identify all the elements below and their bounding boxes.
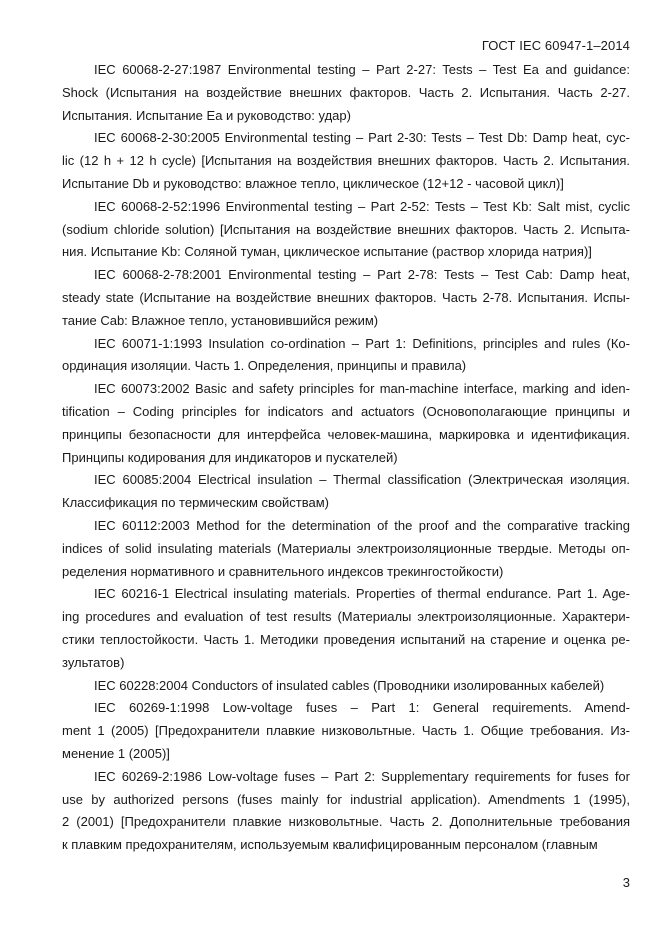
text-line: стики теплостойкости. Часть 1. Методики проведения испытаний на старение и оценка ре- xyxy=(62,631,630,647)
reference-entry xyxy=(62,196,630,264)
text-line: IEC 60228:2004 Conductors of insulated cables (Проводники изолированных кабелей) xyxy=(94,677,605,693)
text-line: Shock (Испытания на воздействие внешних факторов. Часть 2. Испытания. Часть 2-27. xyxy=(62,84,630,100)
text-line: IEC 60068-2-27:1987 Environmental testing – Part 2-27: Tests – Test Ea and guidance: xyxy=(94,62,630,77)
text-line: ния. Испытание Kb: Соляной туман, циклическое испытание (раствор хлорида натрия)] xyxy=(62,244,592,260)
reference-entry xyxy=(62,583,630,674)
text-line: IEC 60073:2002 Basic and safety principles for man-machine interface, marking and iden- xyxy=(94,381,630,397)
text-line: IEC 60269-1:1998 Low-voltage fuses – Part 1: General requirements. Amend- xyxy=(94,700,630,716)
reference-entry xyxy=(62,59,630,127)
text-line: (sodium chloride solution) [Испытания на воздействие внешних факторов. Часть 2. Испыта- xyxy=(62,221,630,237)
text-line: steady state (Испытание на воздействие внешних факторов. Часть 2-78. Испытания. Испы- xyxy=(62,289,630,305)
text-line: ределения нормативного и сравнительного индексов трекингостойкости) xyxy=(62,563,504,579)
document-code-header: ГОСТ IEC 60947-1–2014 xyxy=(481,38,630,53)
text-line: use by authorized persons (fuses mainly for industrial application). Amendments 1 (1995), xyxy=(62,791,630,807)
text-line: Классификация по термическим свойствам) xyxy=(62,495,329,511)
text-line: 2 (2001) [Предохранители плавкие низковольтные. Часть 2. Дополнительные требования xyxy=(62,814,630,830)
text-line: Испытание Db и руководство: влажное тепло, циклическое (12+12 - часовой цикл)] xyxy=(62,175,564,191)
text-line: зультатов) xyxy=(62,654,125,670)
text-line: IEC 60112:2003 Method for the determination of the proof and the comparative tracking xyxy=(94,517,630,533)
text-line: Принципы кодирования для индикаторов и пускателей) xyxy=(62,449,398,465)
reference-entry xyxy=(62,378,630,469)
page-number: 3 xyxy=(622,875,630,890)
text-line: IEC 60071-1:1993 Insulation co-ordination – Part 1: Definitions, principles and rules (Ко- xyxy=(94,335,630,351)
text-line: ординация изоляции. Часть 1. Определения, принципы и правила) xyxy=(62,358,467,374)
text-line: lic (12 h + 12 h cycle) [Испытания на воздействия внешних факторов. Часть 2. Испытания. xyxy=(62,153,630,169)
text-line: менение 1 (2005)] xyxy=(62,745,170,761)
reference-entry xyxy=(62,264,630,332)
reference-entry xyxy=(62,333,630,379)
text-line: ment 1 (2005) [Предохранители плавкие низковольтные. Часть 1. Общие требования. Из- xyxy=(62,723,630,739)
text-line: IEC 60068-2-52:1996 Environmental testing – Part 2-52: Tests – Test Kb: Salt mist, cyclic xyxy=(94,198,630,214)
text-line: ing procedures and evaluation of test results (Материалы электроизоляционные. Характери- xyxy=(62,609,630,625)
text-line: IEC 60068-2-78:2001 Environmental testing – Part 2-78: Tests – Test Cab: Damp heat, xyxy=(94,267,630,283)
text-line: IEC 60085:2004 Electrical insulation – Thermal classification (Электрическая изоляция. xyxy=(94,472,630,488)
text-line: Испытания. Испытание Ea и руководство: удар) xyxy=(62,107,351,123)
reference-entry xyxy=(62,127,630,195)
text-line: IEC 60068-2-30:2005 Environmental testing – Part 2-30: Tests – Test Db: Damp heat, cyc- xyxy=(94,130,630,146)
reference-entry xyxy=(62,697,630,765)
text-line: indices of solid insulating materials (Материалы электроизоляционные твердые. Методы оп- xyxy=(62,540,630,556)
reference-entry xyxy=(62,766,630,857)
reference-entry xyxy=(62,675,630,698)
text-line: принципы безопасности для интерфейса человек-машина, маркировка и идентификация. xyxy=(62,426,630,442)
text-line: IEC 60216-1 Electrical insulating materials. Properties of thermal endurance. Part 1. Age- xyxy=(94,586,630,602)
reference-entry xyxy=(62,469,630,515)
reference-entry xyxy=(62,515,630,583)
text-line: tification – Coding principles for indicators and actuators (Основополагающие принципы и xyxy=(62,403,630,419)
reference-list xyxy=(62,59,630,857)
text-line: IEC 60269-2:1986 Low-voltage fuses – Part 2: Supplementary requirements for fuses for xyxy=(94,768,630,784)
text-line: к плавким предохранителям, используемым квалифицированным персоналом (главным xyxy=(62,837,598,853)
text-line: тание Cab: Влажное тепло, установившийся режим) xyxy=(62,312,379,328)
